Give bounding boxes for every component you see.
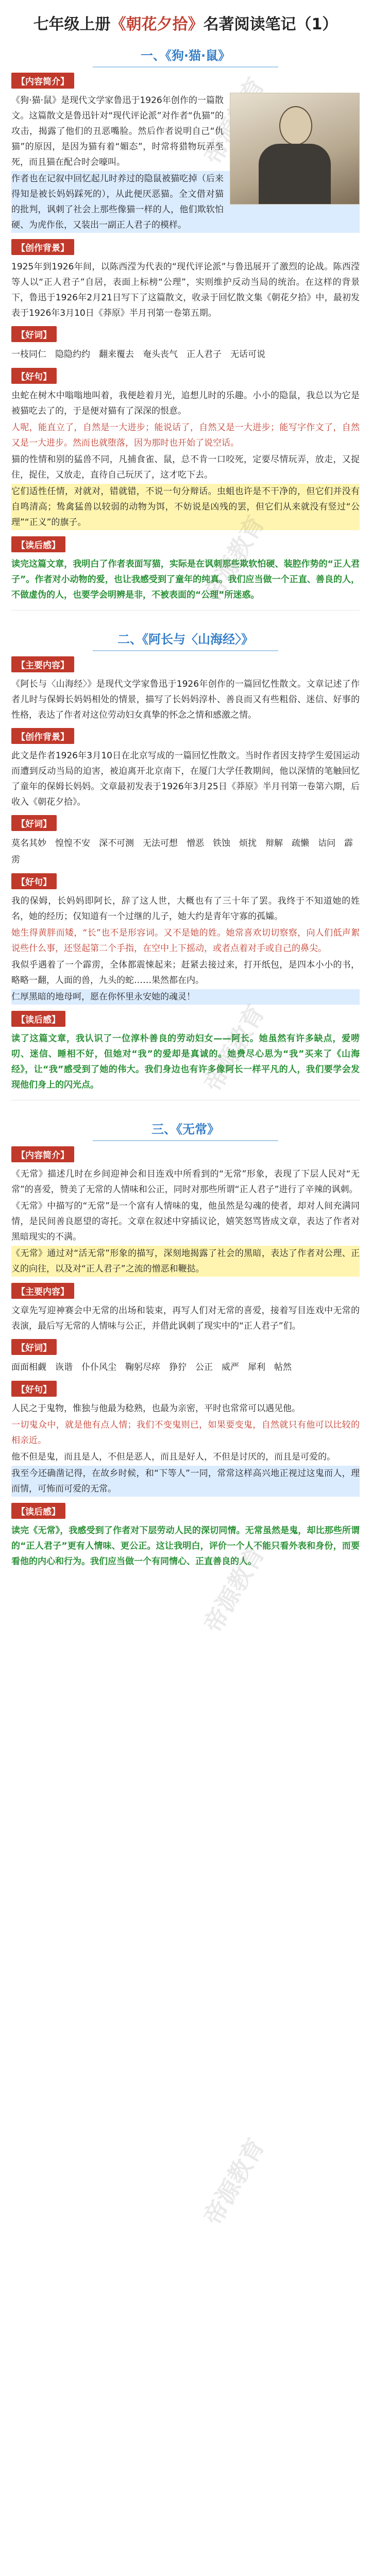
- ch3-reflection: 读完《无常》，我感受到了作者对下层劳动人民的深切同情。无常虽然是鬼，却比那些所谓的“正人君子”更有人情味、更公正。这让我明白，评价一个人不能只看外表和身份，而要看他的内心和行为。我们应当做一个有同情心、正直善良的人。: [11, 1526, 360, 1567]
- section-good-sentences: 【好句】: [11, 1381, 57, 1397]
- divider: [93, 1140, 278, 1141]
- section-summary: 【内容简介】: [11, 1146, 74, 1162]
- section-reflection: 【读后感】: [11, 1503, 65, 1519]
- watermark: 帝源教育: [198, 1000, 270, 1096]
- section-main-content: 【主要内容】: [11, 1283, 74, 1299]
- section-good-sentences: 【好句】: [11, 873, 57, 889]
- section-good-sentences: 【好句】: [11, 368, 57, 384]
- ch1-summary: [0, 93, 371, 233]
- section-reflection: 【读后感】: [11, 536, 65, 552]
- ch2-background: 此文是作者1926年3月10日在北京写成的一篇回忆性散文。当时作者因支持学生爱国运动而遭到反动当局的迫害，被迫离开北京南下，在厦门大学任教期间，他以深情的笔触回忆了童年的保姆长妈妈。文章最初发表于1926年3月25日《莽原》半月刊第一卷第六期，后收入《朝花夕拾》。: [11, 751, 360, 807]
- ch1-summary-p2: 作者也在记叙中回忆起儿时养过的隐鼠被猫吃掉（后来得知是被长妈妈踩死的），从此便厌恶猫。全文借对猫的批判，讽刺了社会上那些像猫一样的人，他们欺软怕硬、为虎作伥，又装出一副正人君子的模样。: [11, 171, 360, 233]
- ch2-reflection: 读了这篇文章，我认识了一位淳朴善良的劳动妇女——阿长。她虽然有许多缺点，爱唠叨、迷信、睡相不好，但她对“我”的爱却是真诚的。她费尽心思为“我”买来了《山海经》，让“我”感受到了她的伟大。我们身边也有许多像阿长一样平凡的人，我们要学会发现他们身上的闪光点。: [11, 1033, 360, 1090]
- sentence: 一切鬼众中，就是他有点人情；我们不变鬼则已，如果要变鬼，自然就只有他可以比较的相亲近。: [11, 1420, 360, 1446]
- ch3-summary-p2: 《无常》中描写的“无常”是一个富有人情味的鬼，他虽然是勾魂的使者，却对人间充满同情，是民间善良愿望的寄托。文章在叙述中穿插议论，嬉笑怒骂皆成文章，表达了作者对黑暗现实的不满。: [11, 1201, 360, 1242]
- sentence: 我似乎遇着了一个霹雳，全体都震悚起来；赶紧去接过来，打开纸包，是四本小小的书，略略一翻，人面的兽，九头的蛇……果然都在内。: [11, 960, 360, 986]
- section-summary: 【内容简介】: [11, 73, 74, 89]
- ch2-summary: 《阿长与〈山海经〉》是现代文学家鲁迅于1926年创作的一篇回忆性散文。文章记述了作者儿时与保姆长妈妈相处的情景，描写了长妈妈淳朴、善良而又有些粗俗、迷信、好事的性格，表达了作者对这位劳动妇女真挚的怀念之情和感激之情。: [11, 679, 360, 720]
- sentence: 他不但是鬼，而且是人，不但是恶人，而且是好人，不但是讨厌的，而且是可爱的。: [11, 1452, 335, 1462]
- section-main-content: 【主要内容】: [11, 656, 74, 672]
- section-background: 【创作背景】: [11, 728, 74, 744]
- watermark: 帝源教育: [198, 1541, 270, 1637]
- ch1-sentences: [0, 388, 371, 530]
- chapter-2-header: [0, 629, 371, 651]
- section-good-words: 【好词】: [11, 1339, 57, 1355]
- divider: [11, 610, 360, 611]
- chapter-2-title: 二、《阿长与〈山海经〉》: [117, 632, 254, 647]
- title-prefix: 七年级上册: [33, 15, 111, 33]
- author-portrait: [230, 93, 360, 205]
- watermark: 帝源教育: [198, 511, 270, 607]
- ch3-words: 面面相觑 诙谐 仆仆风尘 鞠躬尽瘁 狰狞 公正 威严 犀利 帖然: [11, 1362, 292, 1372]
- divider: [93, 650, 278, 651]
- sentence: 人呢，能直立了，自然是一大进步；能说话了，自然又是一大进步；能写字作文了，自然又是一大进步。然而也就堕落，因为那时也开始了说空话。: [11, 422, 360, 448]
- ch3-summary: [0, 1166, 371, 1277]
- section-background: 【创作背景】: [11, 239, 74, 255]
- section-good-words: 【好词】: [11, 326, 57, 342]
- ch3-summary-p3: 《无常》通过对“活无常”形象的描写，深刻地揭露了社会的黑暗，表达了作者对公理、正义的向往，以及对“正人君子”之流的憎恶和鞭挞。: [11, 1246, 360, 1277]
- chapter-3-header: [0, 1119, 371, 1141]
- watermark: 帝源教育: [198, 2133, 270, 2230]
- sentence: 它们适性任情，对就对，错就错，不说一句分辩话。虫蛆也许是不干净的，但它们并没有自鸣清高；鸷禽猛兽以较弱的动物为饵，不妨说是凶残的罢，但它们从来就没有竖过“公理”“正义”的旗子。: [11, 484, 360, 530]
- section-reflection: 【读后感】: [11, 1011, 65, 1027]
- page-title: [0, 0, 371, 36]
- chapter-1-title: 一、《狗·猫·鼠》: [140, 48, 231, 63]
- chapter-1-header: [0, 45, 371, 67]
- chapter-3-title: 三、《无常》: [151, 1122, 220, 1137]
- sentence: 猫的性情和别的猛兽不同，凡捕食雀、鼠，总不肯一口咬死，定要尽情玩弄，放走，又捉住，捉住，又放走，直待自己玩厌了，这才吃下去。: [11, 454, 360, 480]
- ch1-words: 一枝同仁 隐隐约约 翻来覆去 奄头丧气 正人君子 无话可说: [11, 349, 265, 360]
- ch3-summary-p1: 《无常》描述几时在乡间迎神会和目连戏中所看到的“无常”形象，表现了下层人民对“无常”的喜爱，赞美了无常的人情味和公正，同时对那些所谓“正人君子”进行了辛辣的讽刺。: [11, 1169, 360, 1195]
- ch3-sentences: [0, 1401, 371, 1497]
- sentence: 她生得黄胖而矮，“长”也不是形容词。又不是她的姓。她常喜欢切切察察，向人们低声絮说些什么事，还竖起第二个手指，在空中上下摇动，或者点着对手或自己的鼻尖。: [11, 928, 360, 954]
- ch2-sentences: [0, 893, 371, 1005]
- sentence: 我的保姆，长妈妈即阿长，辞了这人世，大概也有了三十年了罢。我终于不知道她的姓名，她的经历；仅知道有一个过继的儿子，她大约是青年守寡的孤孀。: [11, 896, 360, 922]
- sentence: 仁厚黑暗的地母呵，愿在你怀里永安她的魂灵！: [11, 989, 360, 1005]
- ch2-words: 莫名其妙 惶惶不安 深不可测 无法可想 憎恶 铁蚀 烦扰 辩解 疏懒 诘问 霹雳: [11, 838, 353, 865]
- ch1-summary-p1: 《狗·猫·鼠》是现代文学家鲁迅于1926年创作的一篇散文。这篇散文是鲁迅针对“现代评论派”对作者“仇猫”的攻击，揭露了他们的丑恶嘴脸。然后作者说明自己“仇猫”的原因，是因为猫有着“媚态”，时常将猎物玩弄至死，而且猫在配合时会嚎叫。: [11, 95, 224, 167]
- sentence: 我至今还确凿记得，在故乡时候，和“下等人”一同，常常这样高兴地正视过这鬼而人，理而情，可怖而可爱的无常。: [11, 1466, 360, 1497]
- ch1-background: 1925年到1926年间，以陈西滢为代表的“现代评论派”与鲁迅展开了激烈的论战。陈西滢等人以“正人君子”自居，表面上标榜“公理”，实则维护反动当局的统治。在这样的背景下，鲁迅于1926年2月21日写下了这篇散文，收录于回忆散文集《朝花夕拾》中，最初发表于1926年3月10日《莽原》半月刊第一卷第五期。: [11, 262, 360, 318]
- sentence: 虫蛇在树木中嗡嗡地叫着，我便趁着月光，追想儿时的乐趣。小小的隐鼠，我总以为它是被猫吃去了的，于是便对猫有了深深的恨意。: [11, 391, 360, 416]
- section-good-words: 【好词】: [11, 815, 57, 831]
- title-book: 《朝花夕拾》: [110, 15, 204, 33]
- divider: [93, 66, 278, 67]
- ch3-main-content: 文章先写迎神赛会中无常的出场和装束，再写人们对无常的喜爱，接着写目连戏中无常的表演，最后写无常的人情味与公正，并借此讽刺了现实中的“正人君子”们。: [11, 1306, 360, 1331]
- title-suffix: 名著阅读笔记（1）: [203, 15, 338, 33]
- sentence: 人民之于鬼物，惟独与他最为稔熟，也最为亲密，平时也常常可以遇见他。: [11, 1403, 300, 1414]
- ch1-reflection: 读完这篇文章，我明白了作者表面写猫，实际是在讽刺那些欺软怕硬、装腔作势的“正人君子”。作者对小动物的爱，也让我感受到了童年的纯真。我们应当做一个正直、善良的人，不做虚伪的人，也要学会明辨是非，不被表面的“公理”所迷惑。: [11, 559, 360, 600]
